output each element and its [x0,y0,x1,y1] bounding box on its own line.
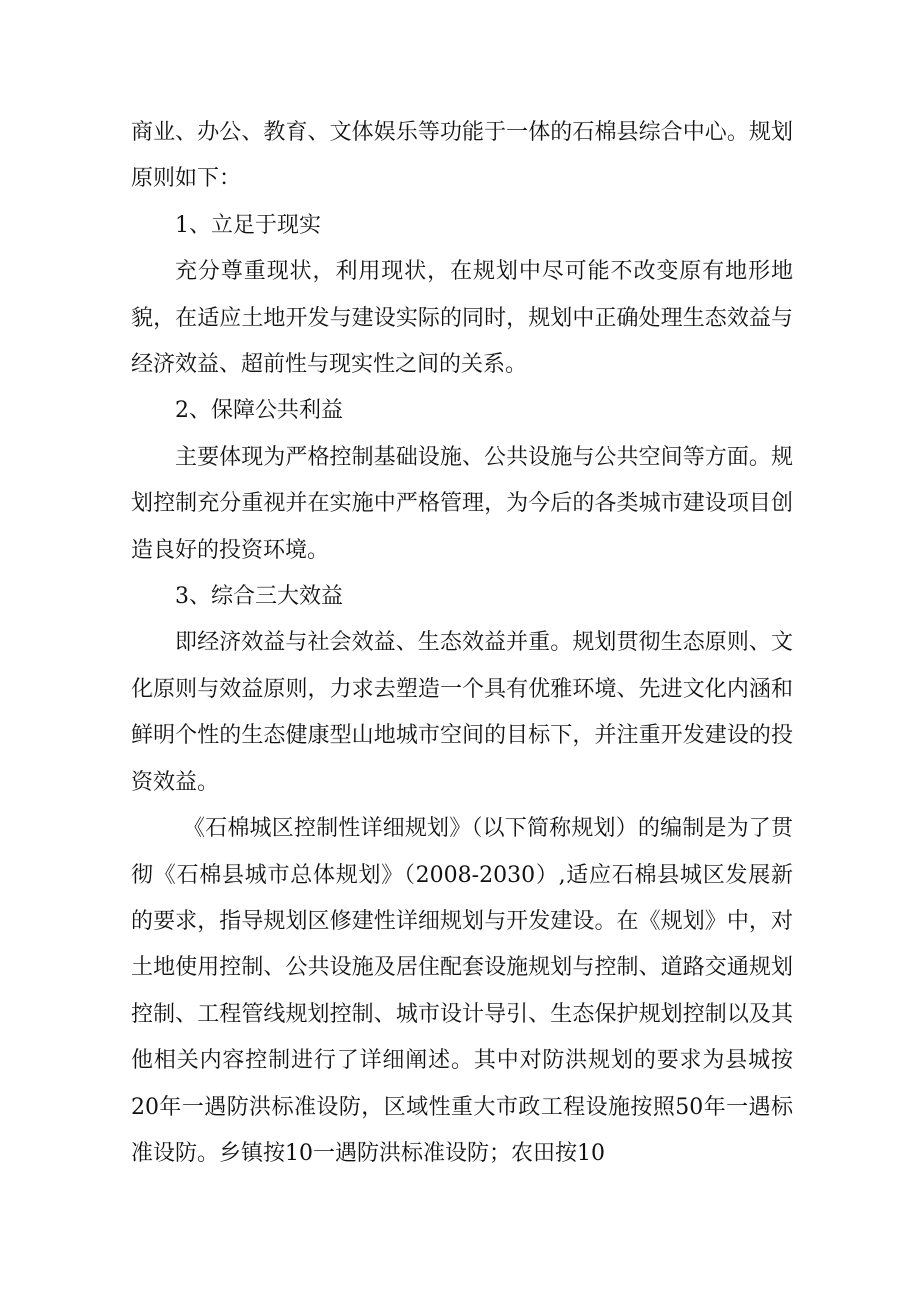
planning-paragraph: 《石棉城区控制性详细规划》（以下简称规划）的编制是为了贯彻《石棉县城市总体规划》（2008-2030）,适应石棉县城区发展新的要求，指导规划区修建性详细规划与开发建设。在《规划》中，对土地使用控制、公共设施及居住配套设施规划与控制、道路交通规划控制、工程管线规划控制、城市设计导引、生态保护规划控制以及其他相关内容控制进行了详细阐述。其中对防洪规划的要求为县城按20年一遇防洪标准设防，区域性重大市政工程设施按照50年一遇标准设防。乡镇按10一遇防洪标准设防；农田按10 [131,816,793,1166]
principle-heading-3: 3、综合三大效益 [175,584,343,610]
principle-heading-2: 2、保障公共利益 [175,398,343,424]
document-body [131,110,793,1177]
principle-heading-1: 1、立足于现实 [175,212,321,238]
paragraph-continuation: 商业、办公、教育、文体娱乐等功能于一体的石棉县综合中心。规划原则如下： [131,120,793,192]
principle-body-3: 即经济效益与社会效益、生态效益并重。规划贯彻生态原则、文化原则与效益原则，力求去塑造一个具有优雅环境、先进文化内涵和鲜明个性的生态健康型山地城市空间的目标下，并注重开发建设的投资效益。 [131,630,793,795]
principle-body-2: 主要体现为严格控制基础设施、公共设施与公共空间等方面。规划控制充分重视并在实施中严格管理，为今后的各类城市建设项目创造良好的投资环境。 [131,444,793,563]
principle-body-1: 充分尊重现状，利用现状，在规划中尽可能不改变原有地形地貌，在适应土地开发与建设实际的同时，规划中正确处理生态效益与经济效益、超前性与现实性之间的关系。 [131,259,793,378]
